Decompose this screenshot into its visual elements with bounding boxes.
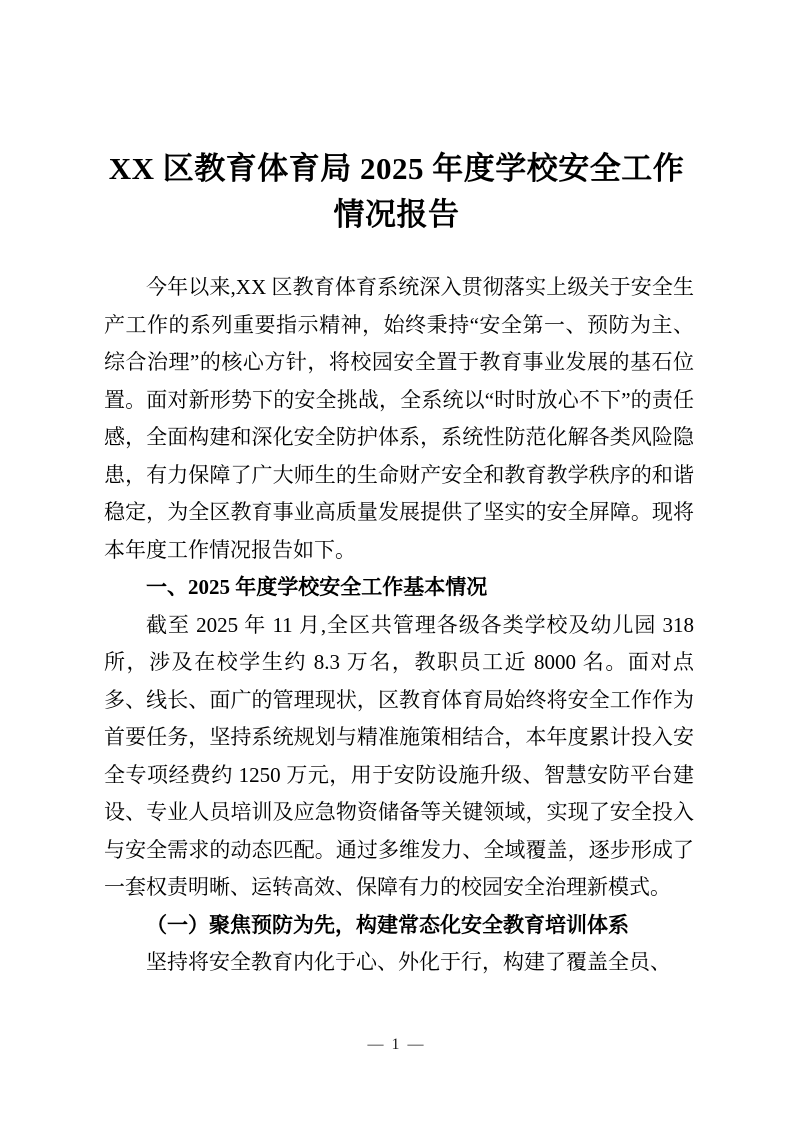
paragraph-safety-education: 坚持将安全教育内化于心、外化于行，构建了覆盖全员、 (146, 950, 671, 974)
page-footer (0, 1033, 793, 1057)
section-heading-basic-situation: 一、2025 年度学校安全工作基本情况 (146, 575, 488, 599)
document-title: XX 区教育体育局 2025 年度学校安全工作情况报告 (108, 151, 685, 232)
paragraph-basic-situation: 截至 2025 年 11 月,全区共管理各级各类学校及幼儿园 318 所，涉及在校学生约 8.3 万名，教职员工近 8000 名。面对点多、线长、面广的管理现状，区教育体育局始终将安全工作作为首要任务，坚持系统规划与精准施策相结合，本年度累计投入安全专项经费约 1250 万元，用于安防设施升级、智慧安防平台建设、专业人员培训及应急物资储备等关键领域，实现了安全投入与安全需求的动态匹配。通过多维发力、全域覆盖，逐步形成了一套权责明晰、运转高效、保障有力的校园安全治理新模式。 (104, 612, 694, 899)
document-body (104, 269, 694, 982)
subsection-heading-prevention-first: （一）聚焦预防为先，构建常态化安全教育培训体系 (146, 912, 629, 937)
paragraph-intro: 今年以来,XX 区教育体育系统深入贯彻落实上级关于安全生产工作的系列重要指示精神，始终秉持“安全第一、预防为主、综合治理”的核心方针，将校园安全置于教育事业发展的基石位置。面对新形势下的安全挑战，全系统以“时时放心不下”的责任感，全面构建和深化安全防护体系，系统性防范化解各类风险隐患，有力保障了广大师生的生命财产安全和教育教学秩序的和谐稳定，为全区教育事业高质量发展提供了坚实的安全屏障。现将本年度工作情况报告如下。 (104, 275, 694, 562)
page-number: — 1 — (367, 1036, 426, 1053)
